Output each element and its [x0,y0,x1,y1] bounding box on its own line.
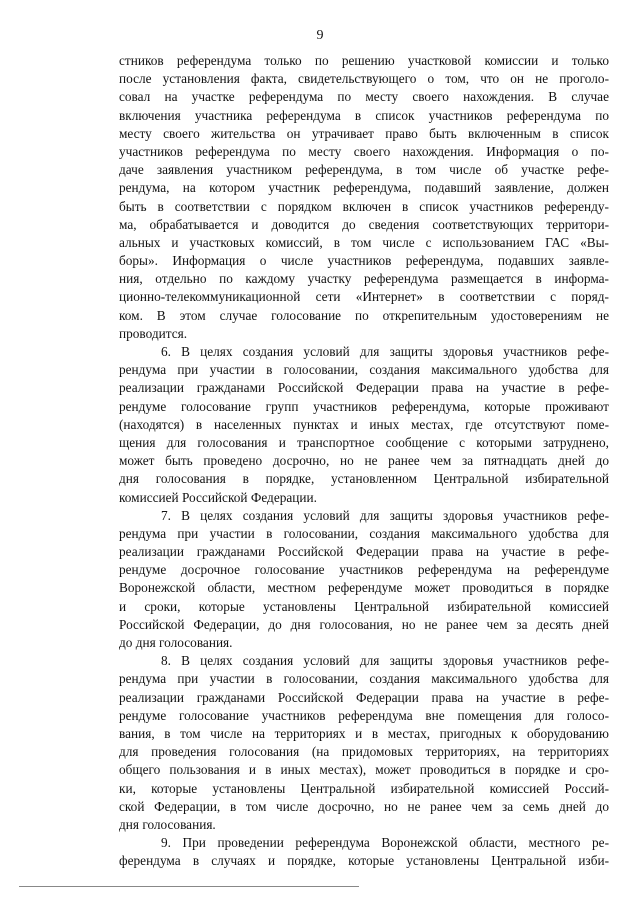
text-line: ской Федерации, в том числе досрочно, но не ранее чем за семь дней до [119,798,609,814]
text-line: рендуме голосование участников референдума вне помещения для голосо- [119,707,609,723]
text-line: рендуме голосование групп участников референдума, которые проживают [119,398,609,414]
text-line: альных и участковых комиссий, в том числе с использованием ГАС «Вы- [119,234,609,250]
text-line: ферендума в случаях и порядке, которые установлены Центральной изби- [119,853,609,869]
footer-rule [19,886,359,887]
text-line: боры». Информация о числе участников референдума, подавших заявле- [119,253,609,269]
text-line: комиссией Российской Федерации. [119,489,317,505]
text-line: для проведения голосования (на придомовых территориях, на территориях [119,744,609,760]
text-line: может быть проведено досрочно, но не ранее чем за пятнадцать дней до [119,453,609,469]
text-line: рендума при участии в голосовании, создания максимального удобства для [119,525,609,541]
text-line: (находятся) в населенных пунктах и иных местах, где отсутствуют поме- [119,416,609,432]
text-line: включения участника референдума в список участников референдума по [119,107,609,123]
text-line: после установления факта, свидетельствующего о том, что он не проголо- [119,71,609,87]
text-line: 8. В целях создания условий для защиты здоровья участников рефе- [161,653,609,669]
text-line: быть в соответствии с порядком включен в список участников референду- [119,198,609,214]
text-line: совал на участке референдума по месту своего нахождения. В случае [119,89,609,105]
text-line: вания, в том числе на территориях и в местах, пригодных к оборудованию [119,725,609,741]
text-line: и сроки, которые установлены Центральной избирательной комиссией [119,598,609,614]
text-line: месту своего жительства он утрачивает право быть включенным в список [119,125,609,141]
text-line: стников референдума только по решению участковой комиссии и только [119,53,609,68]
text-line: ния, отдельно по каждому участку референдума размещается в информа- [119,271,609,287]
text-line: проводится. [119,325,188,341]
text-line: ционно-телекоммуникационной сети «Интернет» в соответствии с поряд- [119,289,609,305]
text-line: щения для голосования и транспортное сообщение с которыми затруднено, [119,434,609,450]
text-line: реализации гражданами Российской Федерации права на участие в рефе- [119,544,609,560]
text-line: рендума при участии в голосовании, создания максимального удобства для [119,362,609,378]
text-line: Воронежской области, местном референдуме может проводиться в порядке [119,580,609,596]
text-line: Российской Федерации, до дня голосования, но не ранее чем за десять дней [119,616,609,632]
text-line: участников референдума по месту своего нахождения. Информация о по- [119,143,609,159]
text-line: общего пользования и в иных местах), может проводиться в порядке и сро- [119,762,609,778]
text-line: даче заявления участником референдума, в том числе об участке рефе- [119,162,609,178]
text-line: реализации гражданами Российской Федерации права на участие в рефе- [119,380,609,396]
text-line: рендума при участии в голосовании, создания максимального удобства для [119,671,609,687]
text-line: 6. В целях создания условий для защиты здоровья участников рефе- [161,344,609,359]
text-line: дня голосования. [119,816,216,832]
text-line: дня голосования в порядке, установленном Центральной избирательной [119,471,609,487]
text-line: 7. В целях создания условий для защиты здоровья участников рефе- [161,507,609,523]
text-line: до дня голосования. [119,635,233,650]
text-line: ком. В этом случае голосование по открепительным удостоверениям не [119,307,609,323]
document-body [119,52,609,870]
text-line: рендуме досрочное голосование участников референдума на референдуме [119,562,609,578]
text-line: рендума, на котором участник референдума, подавший заявление, должен [119,180,609,196]
text-line: 9. При проведении референдума Воронежской области, местного ре- [161,835,609,851]
text-line: ма, обрабатывается и доводится до сведения соответствующих территори- [119,216,609,232]
text-line: реализации гражданами Российской Федерации права на участие в рефе- [119,689,609,705]
text-line: ки, которые установлены Центральной избирательной комиссией Россий- [119,780,609,796]
page-number: 9 [316,28,324,43]
